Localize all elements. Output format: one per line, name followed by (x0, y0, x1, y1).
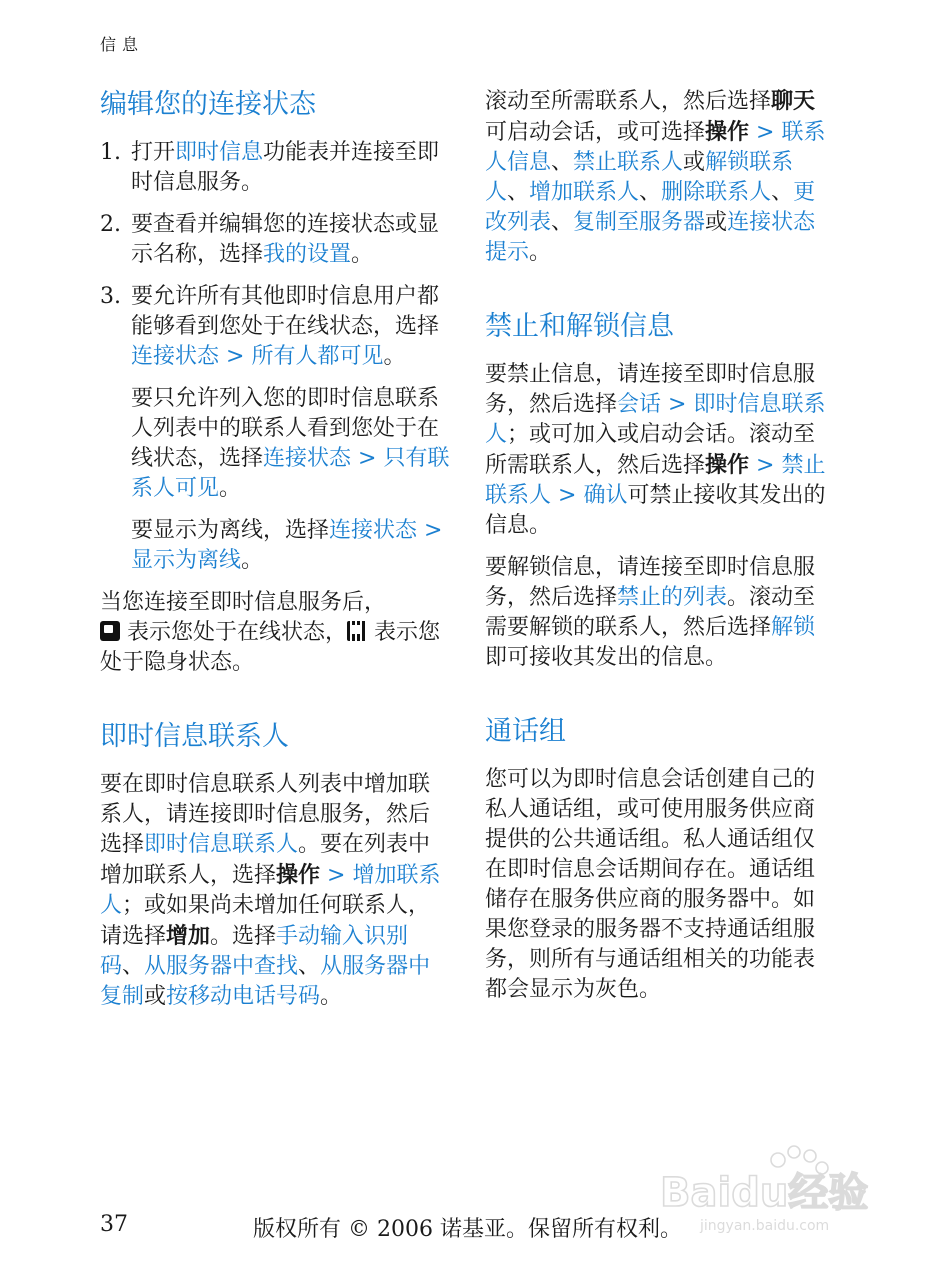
watermark-logo-text: Baidu经验 (660, 1170, 869, 1216)
menu-link-delete-contact[interactable]: 删除联系人 (661, 180, 772, 205)
page-number: 37 (100, 1212, 128, 1237)
text: 要在即时信息联系人列表中增加联系人，请连接即时信息服务，然后选择 (100, 772, 431, 857)
heading-block-unblock: 禁止和解锁信息 (485, 311, 674, 342)
sub-paragraph (100, 516, 450, 576)
text: 可启动会话，或可选择 (485, 120, 706, 145)
status-paragraph (100, 588, 450, 678)
text: 。选择 (210, 924, 277, 949)
menu-link-unblock-contact[interactable]: 解锁联系人 (485, 150, 794, 205)
text: 。滚动至需要解锁的联系人，然后选择 (485, 585, 816, 640)
softkey-options: 操作 (705, 452, 750, 478)
menu-link-visible-to-all[interactable]: 所有人都可见 (251, 344, 384, 369)
text: 、 (551, 150, 574, 175)
text: 。 (241, 548, 264, 573)
text: ；或如果尚未增加任何联系人，请选择 (100, 893, 431, 949)
menu-separator: > (749, 453, 782, 478)
menu-link-confirm[interactable]: 确认 (583, 483, 628, 508)
menu-separator: > (351, 446, 384, 471)
left-column (100, 86, 450, 1024)
text: 。 (529, 240, 552, 265)
sub-paragraph (100, 384, 450, 504)
text: 、 (507, 180, 530, 205)
menu-link-by-phone-number[interactable]: 按移动电话号码 (166, 984, 321, 1009)
menu-link-block-contact[interactable]: 禁止联系人 (485, 453, 826, 508)
menu-separator: > (551, 483, 584, 508)
menu-separator: > (320, 863, 353, 888)
text: 或 (705, 210, 728, 235)
watermark-url: jingyan.baidu.com (700, 1218, 830, 1234)
menu-link-copy-from-server[interactable]: 从服务器中复制 (100, 954, 431, 1009)
text: 即可接收其发出的信息。 (485, 645, 728, 670)
list-item (100, 138, 450, 198)
text: 表示您处于隐身状态。 (100, 620, 440, 675)
menu-link-conversations[interactable]: 会话 (617, 392, 662, 417)
text: 当您连接至即时信息服务后， (100, 590, 387, 615)
text: 、 (639, 180, 662, 205)
copyright-notice: 版权所有 © 2006 诺基亚。保留所有权利。 (253, 1217, 682, 1242)
contacts-paragraph (100, 770, 450, 1012)
softkey-options: 操作 (705, 119, 750, 145)
menu-link-add-contact[interactable]: 增加联系人 (100, 863, 441, 918)
text: 。 (383, 344, 406, 369)
menu-link-visible-to-contacts[interactable]: 只有联系人可见 (131, 446, 450, 501)
menu-separator: > (219, 344, 252, 369)
text: 要解锁信息，请连接至即时信息服务，然后选择 (485, 555, 816, 610)
softkey-chat: 聊天 (771, 88, 816, 114)
text: 、 (122, 954, 145, 979)
menu-link-appear-offline[interactable]: 显示为离线 (131, 548, 242, 573)
text: 功能表并连接至即时信息服务。 (131, 140, 440, 195)
right-column (485, 86, 830, 1017)
block-paragraph (485, 360, 830, 541)
text: 可禁止接收其发出的信息。 (485, 483, 826, 538)
menu-link-connection-status[interactable]: 连接状态 (263, 446, 352, 471)
text: 。 (219, 476, 242, 501)
list-item (100, 282, 450, 372)
menu-link-blocked-list[interactable]: 禁止的列表 (617, 585, 728, 610)
text: 滚动至所需联系人，然后选择 (485, 89, 772, 114)
item-number: 1. (100, 140, 121, 165)
heading-groups: 通话组 (485, 716, 566, 747)
online-status-icon (100, 621, 120, 641)
heading-im-contacts: 即时信息联系人 (100, 721, 289, 752)
item-number: 2. (100, 212, 121, 237)
text: 。 (320, 984, 343, 1009)
menu-link-status-alerts[interactable]: 连接状态提示 (485, 210, 816, 265)
softkey-add: 增加 (166, 923, 211, 949)
unblock-paragraph (485, 553, 830, 673)
baidu-watermark-logo (660, 1138, 880, 1238)
menu-link-block-contact[interactable]: 禁止联系人 (573, 150, 684, 175)
text: 、 (551, 210, 574, 235)
intro-paragraph (485, 86, 830, 268)
menu-link-im-contacts[interactable]: 即时信息联系人 (485, 392, 826, 447)
text: 表示您处于在线状态， (120, 620, 347, 645)
text: 要查看并编辑您的连接状态或显示名称，选择 (131, 212, 440, 267)
menu-link-connection-status[interactable]: 连接状态 (131, 344, 220, 369)
text: ；或可加入或启动会话。滚动至所需联系人，然后选择 (485, 422, 816, 478)
menu-link-copy-to-server[interactable]: 复制至服务器 (573, 210, 706, 235)
text: 。 (351, 242, 374, 267)
menu-link-my-settings[interactable]: 我的设置 (263, 242, 352, 267)
menu-link-change-list[interactable]: 更改列表 (485, 180, 816, 235)
menu-separator: > (661, 392, 694, 417)
item-number: 3. (100, 284, 121, 309)
menu-link-search-server[interactable]: 从服务器中查找 (144, 954, 299, 979)
menu-link-unblock[interactable]: 解锁 (771, 615, 816, 640)
menu-link-connection-status[interactable]: 连接状态 (329, 518, 418, 543)
text: 或 (144, 984, 167, 1009)
menu-link-contact-info[interactable]: 联系人信息 (485, 120, 826, 175)
running-head: 信息 (100, 35, 145, 54)
menu-separator: > (749, 120, 782, 145)
menu-separator: > (417, 518, 443, 543)
text: 要只允许列入您的即时信息联系人列表中的联系人看到您处于在线状态，选择 (131, 386, 440, 471)
text: 要允许所有其他即时信息用户都能够看到您处于在线状态，选择 (131, 284, 440, 339)
groups-paragraph: 您可以为即时信息会话创建自己的私人通话组，或可使用服务供应商提供的公共通话组。私人通话组仅在即时信息会话期间存在。通话组储存在服务供应商的服务器中。如果您登录的服务器不支持通话组服务，则所有与通话组相关的功能表都会显示为灰色。 (485, 767, 816, 1002)
text: 要禁止信息，请连接至即时信息服务，然后选择 (485, 362, 816, 417)
menu-link-instant-messages[interactable]: 即时信息 (175, 140, 264, 165)
text: 要显示为离线，选择 (131, 518, 330, 543)
invisible-status-icon (347, 621, 367, 641)
heading-edit-status: 编辑您的连接状态 (100, 89, 316, 120)
text: 打开 (131, 140, 176, 165)
menu-link-manual-id[interactable]: 手动输入识别码 (100, 924, 409, 979)
text: 、 (771, 180, 794, 205)
list-item (100, 210, 450, 270)
text: 或 (683, 150, 706, 175)
text: 、 (298, 954, 321, 979)
text: 。要在列表中增加联系人，选择 (100, 832, 431, 888)
menu-link-im-contacts[interactable]: 即时信息联系人 (144, 832, 299, 857)
menu-link-add-contact[interactable]: 增加联系人 (529, 180, 640, 205)
softkey-options: 操作 (276, 862, 321, 888)
